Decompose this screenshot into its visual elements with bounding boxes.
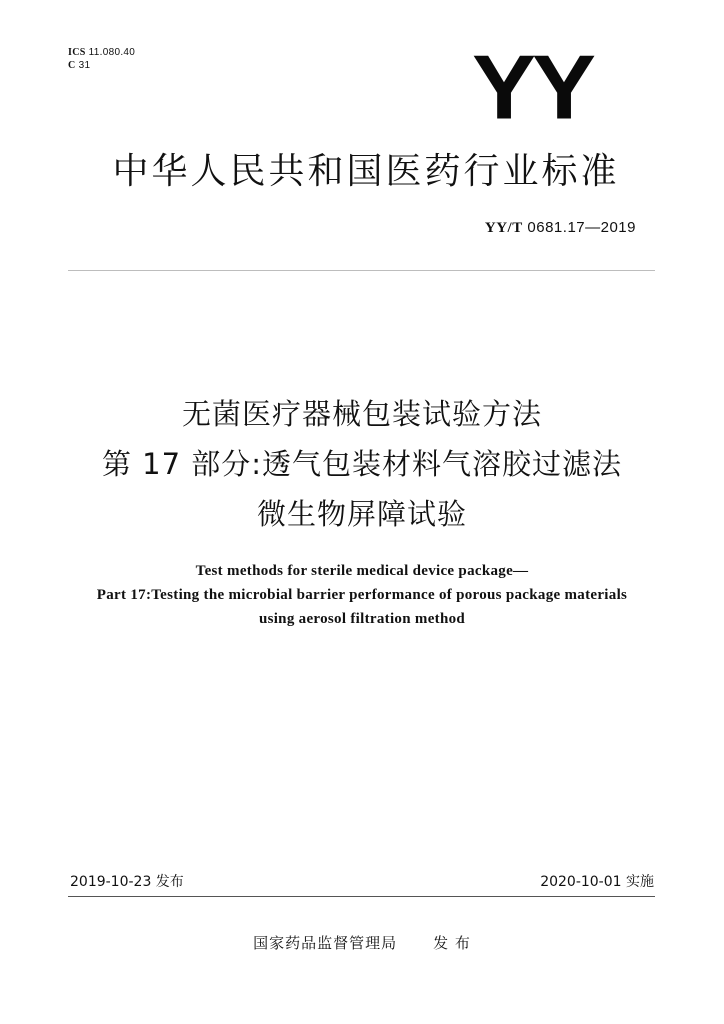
- header-divider: [68, 270, 655, 271]
- publisher-name: 国家药品监督管理局: [253, 934, 398, 952]
- ics-label: ICS: [68, 47, 86, 58]
- ccs-code-line: [68, 59, 135, 72]
- english-title-line-3: using aerosol filtration method: [258, 611, 466, 627]
- english-title-line-2: Part 17:Testing the microbial barrier performance of porous package materials: [96, 587, 628, 603]
- footer-divider: [68, 896, 655, 897]
- standard-category-title: 中华人民共和国医药行业标准: [112, 151, 620, 192]
- chinese-title-line-1: 无菌医疗器械包装试验方法: [181, 397, 542, 431]
- ccs-code: 31: [78, 60, 91, 71]
- ccs-label: C: [68, 60, 76, 71]
- ics-code-line: [68, 46, 135, 59]
- standard-logo: YY: [472, 36, 593, 139]
- chinese-title-line-2: 第 17 部分:透气包装材料气溶胶过滤法: [101, 447, 623, 481]
- standard-number-value: 0681.17—2019: [527, 219, 636, 236]
- publisher-action: 发 布: [433, 934, 471, 952]
- publisher-line: [0, 932, 724, 954]
- classification-codes: [68, 46, 135, 72]
- issue-date: 2019-10-23 发布: [70, 874, 184, 890]
- standard-number-prefix: YY/T: [484, 220, 523, 236]
- standard-number: [485, 218, 636, 238]
- implementation-date: 2020-10-01 实施: [540, 874, 654, 890]
- chinese-title-line-3: 微生物屏障试验: [256, 497, 467, 531]
- english-title-line-1: Test methods for sterile medical device package—: [195, 563, 529, 579]
- ics-code: 11.080.40: [88, 47, 136, 58]
